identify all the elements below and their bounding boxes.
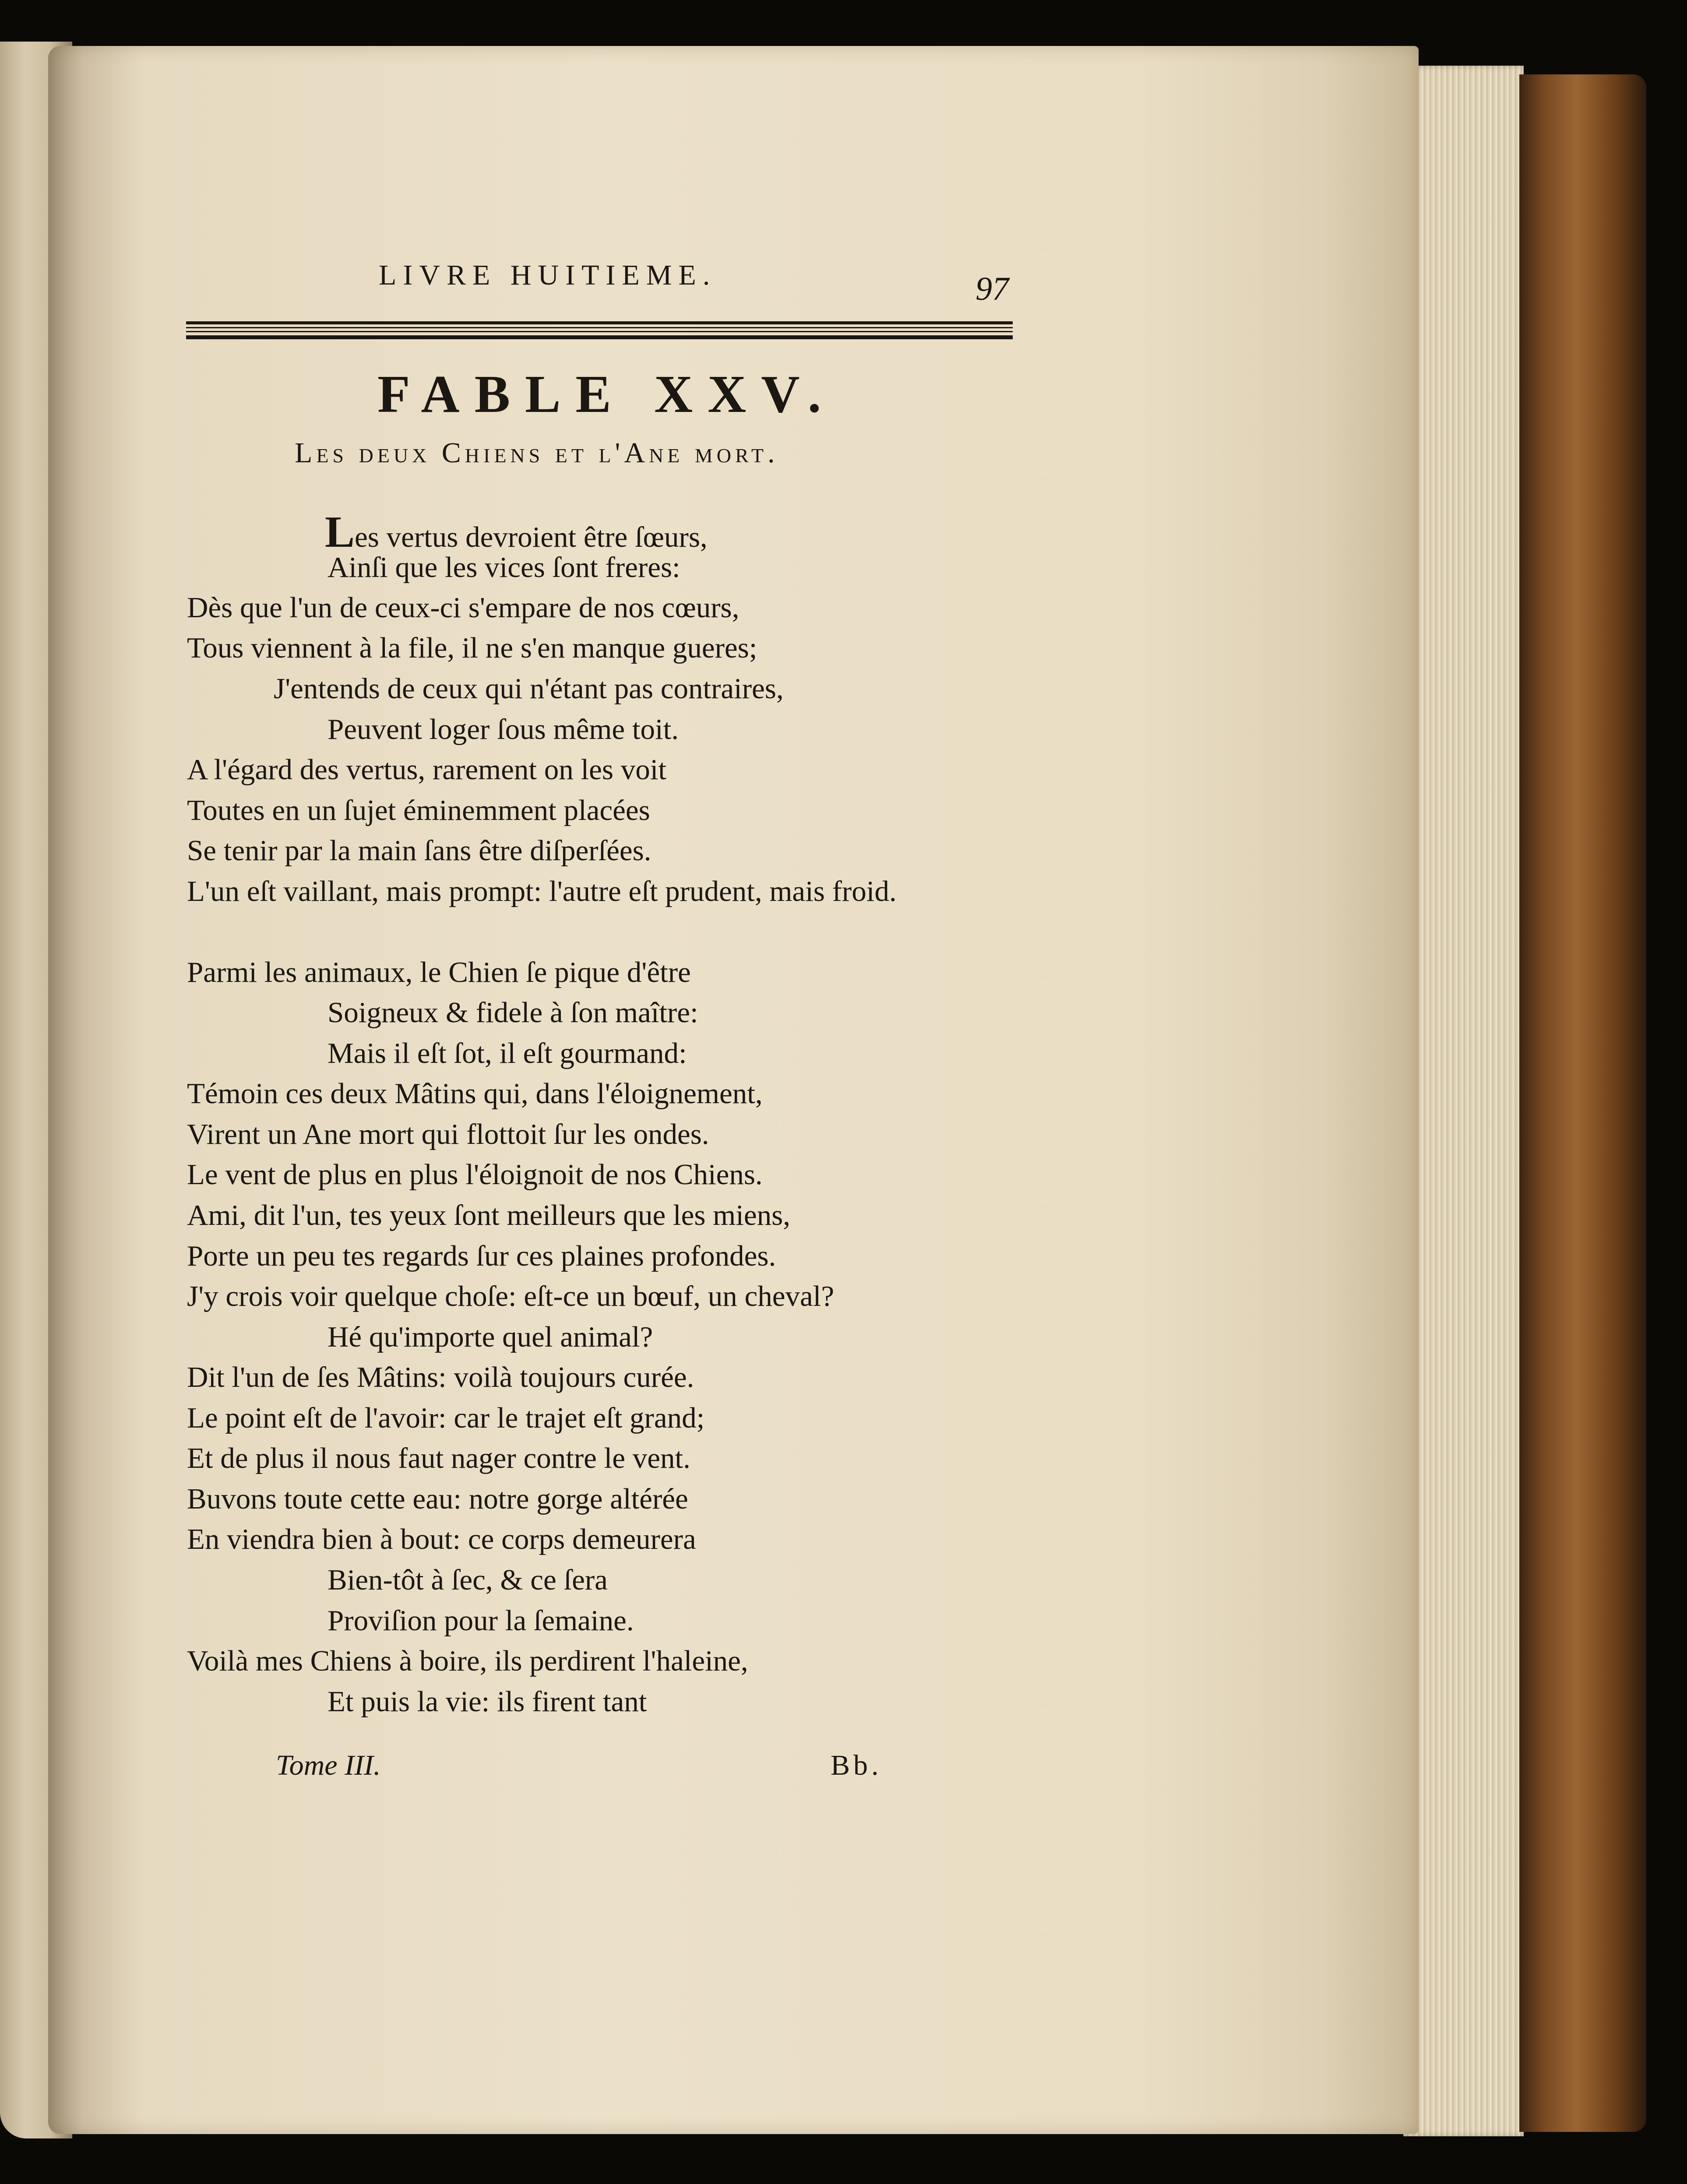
footer-signature-mark: Bb. bbox=[831, 1749, 882, 1781]
verse-line-25: En viendra bien à bout: ce corps demeurera bbox=[187, 1523, 696, 1555]
verse-line-29: Et puis la vie: ils firent tant bbox=[328, 1685, 647, 1718]
fable-subtitle: Les deux Chiens et l'Ane mort. bbox=[295, 437, 779, 469]
verse-line-3: Dès que l'un de ceux-ci s'empare de nos cœurs, bbox=[187, 591, 740, 624]
verse-line-1: Les vertus devroient être ſœurs, bbox=[325, 507, 708, 557]
footer-volume: Tome III. bbox=[276, 1749, 381, 1781]
fable-title: FABLE XXV. bbox=[377, 365, 836, 424]
verse-line-5: J'entends de ceux qui n'étant pas contraires, bbox=[274, 672, 784, 705]
running-head: LIVRE HUITIEME. bbox=[379, 259, 717, 291]
verse-line-11: Parmi les animaux, le Chien ſe pique d'être bbox=[187, 956, 691, 988]
verse-line-7: A l'égard des vertus, rarement on les voit bbox=[187, 753, 666, 786]
page-edges bbox=[1403, 66, 1524, 2136]
verse-line-27: Proviſion pour la ſemaine. bbox=[328, 1604, 634, 1637]
double-rule bbox=[186, 321, 1013, 341]
leather-cover bbox=[1519, 74, 1646, 2132]
verse-line-16: Le vent de plus en plus l'éloignoit de nos Chiens. bbox=[187, 1158, 763, 1191]
verse-line-2: Ainſi que les vices ſont freres: bbox=[328, 551, 680, 584]
verse-line-14: Témoin ces deux Mâtins qui, dans l'éloignement, bbox=[187, 1077, 763, 1110]
verse-line-9: Se tenir par la main ſans être diſperſées. bbox=[187, 834, 652, 867]
verse-line-28: Voilà mes Chiens à boire, ils perdirent l'haleine, bbox=[187, 1645, 748, 1677]
verse-line-10: L'un eſt vaillant, mais prompt: l'autre eſt prudent, mais froid. bbox=[187, 875, 897, 907]
verse-line-15: Virent un Ane mort qui flottoit ſur les ondes. bbox=[187, 1118, 709, 1150]
verse-line-24: Buvons toute cette eau: notre gorge altérée bbox=[187, 1483, 688, 1515]
verse-line-18: Porte un peu tes regards ſur ces plaines profondes. bbox=[187, 1240, 776, 1272]
verse-line-6: Peuvent loger ſous même toit. bbox=[328, 713, 679, 746]
page-number: 97 bbox=[976, 271, 1009, 307]
verse-line-19: J'y crois voir quelque choſe: eſt-ce un bœuf, un cheval? bbox=[187, 1280, 835, 1312]
verse-line-4: Tous viennent à la file, il ne s'en manque gueres; bbox=[187, 632, 757, 664]
verse-line-13: Mais il eſt ſot, il eſt gourmand: bbox=[328, 1037, 687, 1069]
verse-line-23: Et de plus il nous faut nager contre le vent. bbox=[187, 1442, 690, 1474]
verse-line-12: Soigneux & fidele à ſon maître: bbox=[328, 996, 698, 1029]
verse-line-22: Le point eſt de l'avoir: car le trajet eſt grand; bbox=[187, 1402, 705, 1434]
verse-line-21: Dit l'un de ſes Mâtins: voilà toujours curée. bbox=[187, 1361, 694, 1393]
verse-line-20: Hé qu'importe quel animal? bbox=[328, 1321, 653, 1353]
verse-line-8: Toutes en un ſujet éminemment placées bbox=[187, 794, 650, 826]
verse-line-17: Ami, dit l'un, tes yeux ſont meilleurs que les miens, bbox=[187, 1199, 790, 1231]
drop-cap: L bbox=[325, 507, 355, 557]
verse-line-26: Bien-tôt à ſec, & ce ſera bbox=[328, 1564, 608, 1596]
